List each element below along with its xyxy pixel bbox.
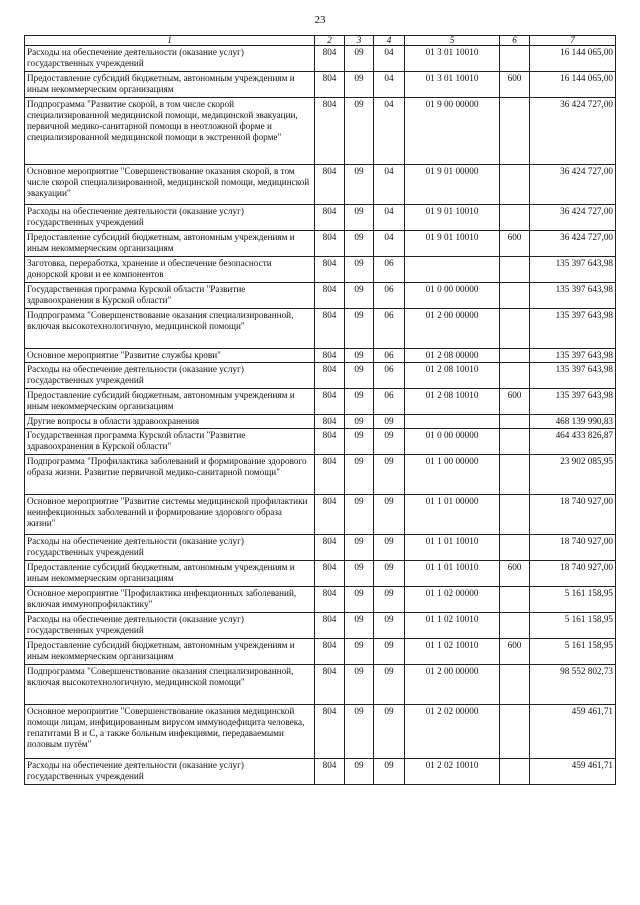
cell-section: 09 <box>345 455 374 495</box>
cell-subsection: 09 <box>374 613 405 639</box>
cell-name: Основное мероприятие "Развитие службы крови" <box>25 349 315 363</box>
cell-subsection: 09 <box>374 455 405 495</box>
col-header-target-article: 5 <box>405 36 500 46</box>
cell-section: 09 <box>345 415 374 429</box>
table-row <box>25 535 616 561</box>
cell-name: Предоставление субсидий бюджетным, автономным учреждениям и иным некоммерческим организациям <box>25 72 315 98</box>
cell-target-article: 01 1 01 10010 <box>405 561 500 587</box>
cell-grbs: 804 <box>315 587 345 613</box>
cell-name: Предоставление субсидий бюджетным, автономным учреждениям и иным некоммерческим организациям <box>25 639 315 665</box>
cell-amount: 23 902 085,95 <box>530 455 616 495</box>
cell-subsection: 06 <box>374 309 405 349</box>
cell-target-article: 01 0 00 00000 <box>405 283 500 309</box>
cell-subsection: 04 <box>374 98 405 165</box>
cell-name: Подпрограмма "Совершенствование оказания специализированной, включая высокотехнологичную, медицинской помощи" <box>25 309 315 349</box>
col-header-amount: 7 <box>530 36 616 46</box>
cell-subsection: 06 <box>374 283 405 309</box>
cell-grbs: 804 <box>315 455 345 495</box>
cell-expense-type <box>500 205 530 231</box>
cell-section: 09 <box>345 231 374 257</box>
cell-grbs: 804 <box>315 561 345 587</box>
cell-section: 09 <box>345 389 374 415</box>
cell-expense-type <box>500 759 530 785</box>
cell-name: Государственная программа Курской области "Развитие здравоохранения в Курской области" <box>25 283 315 309</box>
cell-name: Основное мероприятие "Совершенствование оказания медицинской помощи лицам, инфицированным вирусом иммунодефицита человека, гепатитами B и C, а также больным инфекциями, передаваемыми половым путём" <box>25 705 315 759</box>
cell-name: Расходы на обеспечение деятельности (оказание услуг) государственных учреждений <box>25 46 315 72</box>
cell-grbs: 804 <box>315 309 345 349</box>
cell-amount: 16 144 065,00 <box>530 72 616 98</box>
cell-name: Расходы на обеспечение деятельности (оказание услуг) государственных учреждений <box>25 205 315 231</box>
cell-expense-type <box>500 587 530 613</box>
cell-target-article: 01 3 01 10010 <box>405 46 500 72</box>
cell-subsection: 09 <box>374 429 405 455</box>
cell-target-article: 01 2 02 00000 <box>405 705 500 759</box>
cell-section: 09 <box>345 561 374 587</box>
table-row <box>25 613 616 639</box>
cell-expense-type <box>500 98 530 165</box>
cell-grbs: 804 <box>315 759 345 785</box>
cell-amount: 18 740 927,00 <box>530 561 616 587</box>
cell-amount: 98 552 802,73 <box>530 665 616 705</box>
cell-amount: 5 161 158,95 <box>530 639 616 665</box>
cell-subsection: 04 <box>374 205 405 231</box>
col-header-grbs: 2 <box>315 36 345 46</box>
cell-grbs: 804 <box>315 495 345 535</box>
cell-expense-type: 600 <box>500 231 530 257</box>
cell-subsection: 09 <box>374 495 405 535</box>
cell-section: 09 <box>345 72 374 98</box>
cell-amount: 135 397 643,98 <box>530 257 616 283</box>
table-row <box>25 309 616 349</box>
cell-section: 09 <box>345 587 374 613</box>
cell-subsection: 09 <box>374 665 405 705</box>
cell-expense-type: 600 <box>500 639 530 665</box>
cell-target-article: 01 2 08 10010 <box>405 363 500 389</box>
cell-expense-type <box>500 309 530 349</box>
cell-expense-type <box>500 429 530 455</box>
cell-name: Расходы на обеспечение деятельности (оказание услуг) государственных учреждений <box>25 613 315 639</box>
cell-amount: 18 740 927,00 <box>530 495 616 535</box>
table-row <box>25 257 616 283</box>
cell-target-article: 01 2 00 00000 <box>405 665 500 705</box>
cell-name: Основное мероприятие "Профилактика инфекционных заболеваний, включая иммунопрофилактику" <box>25 587 315 613</box>
cell-section: 09 <box>345 98 374 165</box>
cell-amount: 36 424 727,00 <box>530 205 616 231</box>
table-row <box>25 72 616 98</box>
cell-amount: 135 397 643,98 <box>530 309 616 349</box>
cell-name: Подпрограмма "Развитие скорой, в том числе скорой специализированной медицинской помощи, медицинской эвакуации, первичной медико-санитарной помощи в неотложной форме и специализированной медицинской помощи в экстренной форме" <box>25 98 315 165</box>
cell-name: Государственная программа Курской области "Развитие здравоохранения в Курской области" <box>25 429 315 455</box>
cell-target-article <box>405 415 500 429</box>
cell-section: 09 <box>345 46 374 72</box>
cell-amount: 135 397 643,98 <box>530 283 616 309</box>
cell-expense-type <box>500 349 530 363</box>
cell-amount: 36 424 727,00 <box>530 165 616 205</box>
cell-target-article: 01 2 02 10010 <box>405 759 500 785</box>
cell-section: 09 <box>345 309 374 349</box>
cell-amount: 18 740 927,00 <box>530 535 616 561</box>
cell-amount: 459 461,71 <box>530 759 616 785</box>
table-row <box>25 495 616 535</box>
cell-target-article: 01 3 01 10010 <box>405 72 500 98</box>
table-row <box>25 205 616 231</box>
cell-section: 09 <box>345 429 374 455</box>
table-row <box>25 389 616 415</box>
col-header-section: 3 <box>345 36 374 46</box>
cell-grbs: 804 <box>315 165 345 205</box>
table-row <box>25 705 616 759</box>
cell-section: 09 <box>345 165 374 205</box>
cell-grbs: 804 <box>315 535 345 561</box>
cell-target-article: 01 1 01 10010 <box>405 535 500 561</box>
cell-section: 09 <box>345 257 374 283</box>
cell-name: Расходы на обеспечение деятельности (оказание услуг) государственных учреждений <box>25 535 315 561</box>
cell-section: 09 <box>345 759 374 785</box>
cell-grbs: 804 <box>315 231 345 257</box>
cell-grbs: 804 <box>315 639 345 665</box>
cell-grbs: 804 <box>315 257 345 283</box>
header-row <box>25 36 616 46</box>
cell-target-article: 01 1 02 10010 <box>405 639 500 665</box>
cell-subsection: 06 <box>374 389 405 415</box>
cell-target-article: 01 9 01 00000 <box>405 165 500 205</box>
cell-target-article: 01 1 02 00000 <box>405 587 500 613</box>
cell-subsection: 09 <box>374 759 405 785</box>
table-row <box>25 349 616 363</box>
cell-amount: 36 424 727,00 <box>530 98 616 165</box>
cell-expense-type <box>500 283 530 309</box>
cell-target-article: 01 1 01 00000 <box>405 495 500 535</box>
cell-name: Другие вопросы в области здравоохранения <box>25 415 315 429</box>
table-row <box>25 283 616 309</box>
cell-grbs: 804 <box>315 665 345 705</box>
col-header-subsection: 4 <box>374 36 405 46</box>
cell-section: 09 <box>345 705 374 759</box>
table-row <box>25 561 616 587</box>
cell-expense-type <box>500 363 530 389</box>
cell-target-article: 01 1 00 00000 <box>405 455 500 495</box>
cell-name: Основное мероприятие "Развитие системы медицинской профилактики неинфекционных заболеваний и формирование здорового образа жизни" <box>25 495 315 535</box>
cell-expense-type <box>500 613 530 639</box>
cell-expense-type <box>500 455 530 495</box>
cell-subsection: 04 <box>374 231 405 257</box>
cell-name: Подпрограмма "Совершенствование оказания специализированной, включая высокотехнологичную, медицинской помощи" <box>25 665 315 705</box>
cell-amount: 36 424 727,00 <box>530 231 616 257</box>
cell-subsection: 09 <box>374 639 405 665</box>
cell-grbs: 804 <box>315 98 345 165</box>
budget-table <box>24 35 616 785</box>
col-header-expense-type: 6 <box>500 36 530 46</box>
table-row <box>25 455 616 495</box>
cell-expense-type <box>500 257 530 283</box>
cell-subsection: 09 <box>374 535 405 561</box>
cell-name: Основное мероприятие "Совершенствование оказания скорой, в том числе скорой специализированной, медицинской помощи, медицинской эвакуации" <box>25 165 315 205</box>
cell-grbs: 804 <box>315 72 345 98</box>
cell-target-article: 01 2 08 10010 <box>405 389 500 415</box>
cell-expense-type <box>500 165 530 205</box>
cell-target-article: 01 2 00 00000 <box>405 309 500 349</box>
cell-grbs: 804 <box>315 363 345 389</box>
cell-target-article: 01 2 08 00000 <box>405 349 500 363</box>
cell-grbs: 804 <box>315 613 345 639</box>
cell-expense-type <box>500 415 530 429</box>
cell-target-article: 01 0 00 00000 <box>405 429 500 455</box>
cell-expense-type: 600 <box>500 561 530 587</box>
cell-amount: 5 161 158,95 <box>530 587 616 613</box>
table-row <box>25 587 616 613</box>
table-row <box>25 363 616 389</box>
cell-name: Предоставление субсидий бюджетным, автономным учреждениям и иным некоммерческим организациям <box>25 561 315 587</box>
cell-target-article: 01 9 01 10010 <box>405 205 500 231</box>
cell-name: Предоставление субсидий бюджетным, автономным учреждениям и иным некоммерческим организациям <box>25 389 315 415</box>
cell-section: 09 <box>345 349 374 363</box>
cell-section: 09 <box>345 535 374 561</box>
cell-section: 09 <box>345 205 374 231</box>
cell-grbs: 804 <box>315 705 345 759</box>
cell-expense-type <box>500 705 530 759</box>
table-row <box>25 759 616 785</box>
cell-amount: 16 144 065,00 <box>530 46 616 72</box>
cell-section: 09 <box>345 613 374 639</box>
table-row <box>25 46 616 72</box>
cell-subsection: 06 <box>374 363 405 389</box>
table-row <box>25 165 616 205</box>
table-row <box>25 665 616 705</box>
page-number: 23 <box>314 14 326 26</box>
cell-target-article: 01 9 01 10010 <box>405 231 500 257</box>
cell-name: Расходы на обеспечение деятельности (оказание услуг) государственных учреждений <box>25 759 315 785</box>
cell-expense-type <box>500 46 530 72</box>
cell-amount: 135 397 643,98 <box>530 363 616 389</box>
cell-amount: 5 161 158,95 <box>530 613 616 639</box>
cell-target-article: 01 9 00 00000 <box>405 98 500 165</box>
cell-target-article <box>405 257 500 283</box>
cell-grbs: 804 <box>315 46 345 72</box>
cell-expense-type <box>500 665 530 705</box>
cell-target-article: 01 1 02 10010 <box>405 613 500 639</box>
cell-subsection: 04 <box>374 72 405 98</box>
cell-amount: 135 397 643,98 <box>530 349 616 363</box>
cell-amount: 468 139 990,83 <box>530 415 616 429</box>
cell-section: 09 <box>345 363 374 389</box>
cell-grbs: 804 <box>315 389 345 415</box>
cell-name: Расходы на обеспечение деятельности (оказание услуг) государственных учреждений <box>25 363 315 389</box>
table-row <box>25 231 616 257</box>
table-row <box>25 98 616 165</box>
cell-subsection: 06 <box>374 257 405 283</box>
table-row <box>25 639 616 665</box>
cell-expense-type: 600 <box>500 72 530 98</box>
cell-subsection: 06 <box>374 349 405 363</box>
cell-grbs: 804 <box>315 429 345 455</box>
cell-subsection: 04 <box>374 165 405 205</box>
cell-grbs: 804 <box>315 283 345 309</box>
col-header-name: 1 <box>25 36 315 46</box>
cell-amount: 464 433 826,87 <box>530 429 616 455</box>
cell-expense-type: 600 <box>500 389 530 415</box>
cell-expense-type <box>500 495 530 535</box>
cell-amount: 459 461,71 <box>530 705 616 759</box>
cell-name: Подпрограмма "Профилактика заболеваний и формирование здорового образа жизни. Развитие первичной медико-санитарной помощи" <box>25 455 315 495</box>
cell-amount: 135 397 643,98 <box>530 389 616 415</box>
cell-section: 09 <box>345 283 374 309</box>
cell-name: Заготовка, переработка, хранение и обеспечение безопасности донорской крови и ее компонентов <box>25 257 315 283</box>
cell-subsection: 09 <box>374 587 405 613</box>
cell-section: 09 <box>345 495 374 535</box>
cell-subsection: 09 <box>374 415 405 429</box>
cell-grbs: 804 <box>315 205 345 231</box>
table-row <box>25 429 616 455</box>
cell-subsection: 09 <box>374 705 405 759</box>
cell-subsection: 04 <box>374 46 405 72</box>
cell-expense-type <box>500 535 530 561</box>
cell-grbs: 804 <box>315 349 345 363</box>
cell-name: Предоставление субсидий бюджетным, автономным учреждениям и иным некоммерческим организациям <box>25 231 315 257</box>
cell-subsection: 09 <box>374 561 405 587</box>
cell-section: 09 <box>345 665 374 705</box>
table-row <box>25 415 616 429</box>
cell-grbs: 804 <box>315 415 345 429</box>
cell-section: 09 <box>345 639 374 665</box>
